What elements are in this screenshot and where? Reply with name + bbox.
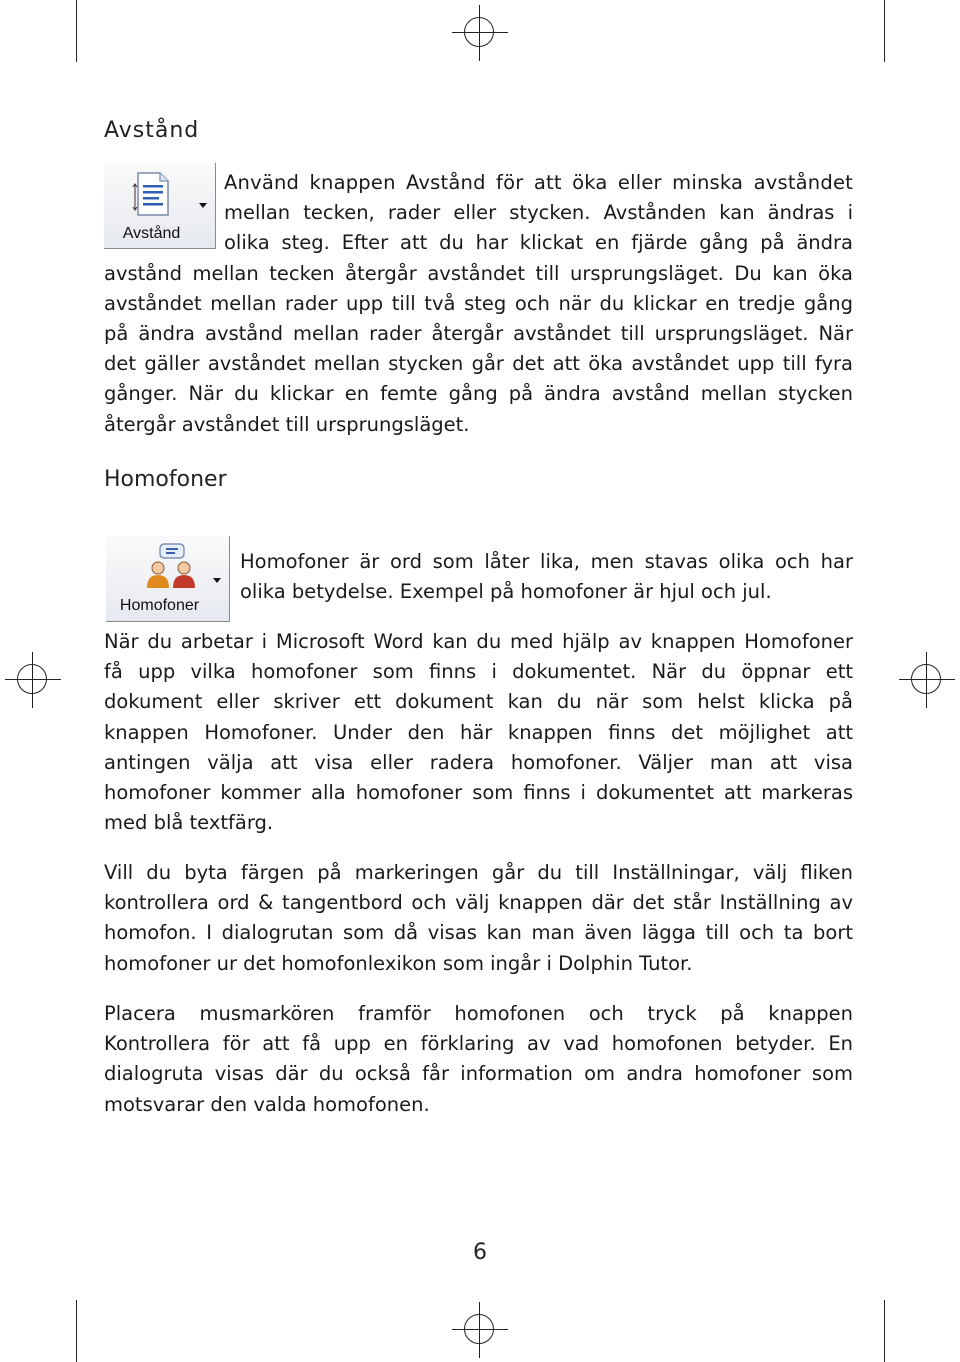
text-line: på ändra avstånd mellan rader återgår avståndet till ursprungsläget. När bbox=[104, 322, 853, 346]
text-line: med blå textfärg. bbox=[104, 811, 274, 835]
text-line: antingen välja att visa eller radera homofoner. Väljer man att visa bbox=[104, 750, 853, 774]
homofoner-button[interactable] bbox=[106, 536, 230, 622]
text-line: olika steg. Efter att du har klickat en fjärde gång på ändra bbox=[224, 231, 853, 255]
avstand-button-label: Avstånd bbox=[122, 225, 181, 242]
avstand-paragraph bbox=[104, 168, 853, 440]
text-line: homofoner kommer alla homofoner som finns i dokumentet att markeras bbox=[104, 781, 853, 805]
text-line: olika betydelse. Exempel på homofoner är hjul och jul. bbox=[240, 580, 772, 604]
text-line: dokument eller skriver ett dokument kan du när som helst klicka på bbox=[104, 690, 853, 714]
homofoner-intro bbox=[240, 547, 853, 607]
homofoner-paragraph-1 bbox=[104, 627, 853, 838]
crop-mark-bottom-right bbox=[884, 1300, 885, 1362]
registration-mark-top bbox=[452, 5, 508, 61]
text-line: mellan tecken, rader eller stycken. Avstånden kan ändras i bbox=[224, 201, 853, 225]
text-line: avståndet mellan rader upp till två steg och när du klickar en tredje gång bbox=[104, 291, 853, 315]
homofoner-paragraph-3 bbox=[104, 999, 853, 1120]
chevron-down-icon bbox=[213, 578, 221, 583]
text-line: Använd knappen Avstånd för att öka eller minska avståndet bbox=[224, 171, 853, 194]
text-line: återgår avståndet till ursprungsläget. bbox=[104, 412, 470, 436]
registration-mark-bottom bbox=[452, 1302, 508, 1358]
text-line: avstånd mellan tecken återgår avståndet till ursprungsläget. Du kan öka bbox=[104, 261, 853, 285]
text-line: få upp vilka homofoner som finns i dokumentet. När du öppnar ett bbox=[104, 660, 853, 684]
registration-mark-right bbox=[899, 652, 955, 708]
text-line: Vill du byta färgen på markeringen går du till Inställningar, välj fliken bbox=[104, 861, 853, 884]
crop-mark-top-left bbox=[76, 0, 77, 62]
text-line: När du arbetar i Microsoft Word kan du med hjälp av knappen Homofoner bbox=[104, 630, 853, 653]
text-line: knappen Homofoner. Under den här knappen finns det möjlighet att bbox=[104, 720, 853, 744]
registration-mark-left bbox=[5, 652, 61, 708]
people-icon bbox=[142, 542, 202, 592]
section-heading-homofoner: Homofoner bbox=[104, 467, 227, 492]
homofoner-button-label: Homofoner bbox=[119, 597, 200, 614]
text-line: homofoner ur det homofonlexikon som ingår i Dolphin Tutor. bbox=[104, 951, 693, 975]
section-heading-avstand: Avstånd bbox=[104, 118, 200, 143]
text-line: homofon. I dialogrutan som då visas kan man även lägga till och ta bort bbox=[104, 921, 853, 945]
homofoner-paragraph-2 bbox=[104, 858, 853, 979]
text-line: Placera musmarkören framför homofonen och tryck på knappen bbox=[104, 1002, 853, 1025]
page-number: 6 bbox=[473, 1240, 487, 1265]
text-line: gånger. När du klickar en femte gång på ändra avstånd mellan stycken bbox=[104, 382, 853, 406]
text-line: dialogruta visas där du också får information om andra homofoner som bbox=[104, 1062, 853, 1086]
text-line: Homofoner är ord som låter lika, men stavas olika och har bbox=[240, 550, 853, 573]
text-line: motsvarar den valda homofonen. bbox=[104, 1092, 430, 1116]
text-line: kontrollera ord & tangentbord och välj knappen där det står Inställning av bbox=[104, 891, 853, 915]
text-line: det gäller avståndet mellan stycken går det att öka avståndet upp till fyra bbox=[104, 352, 853, 376]
crop-mark-bottom-left bbox=[76, 1300, 77, 1362]
crop-mark-top-right bbox=[884, 0, 885, 62]
text-line: Kontrollera för att få upp en förklaring av vad homofonen betyder. En bbox=[104, 1032, 853, 1056]
